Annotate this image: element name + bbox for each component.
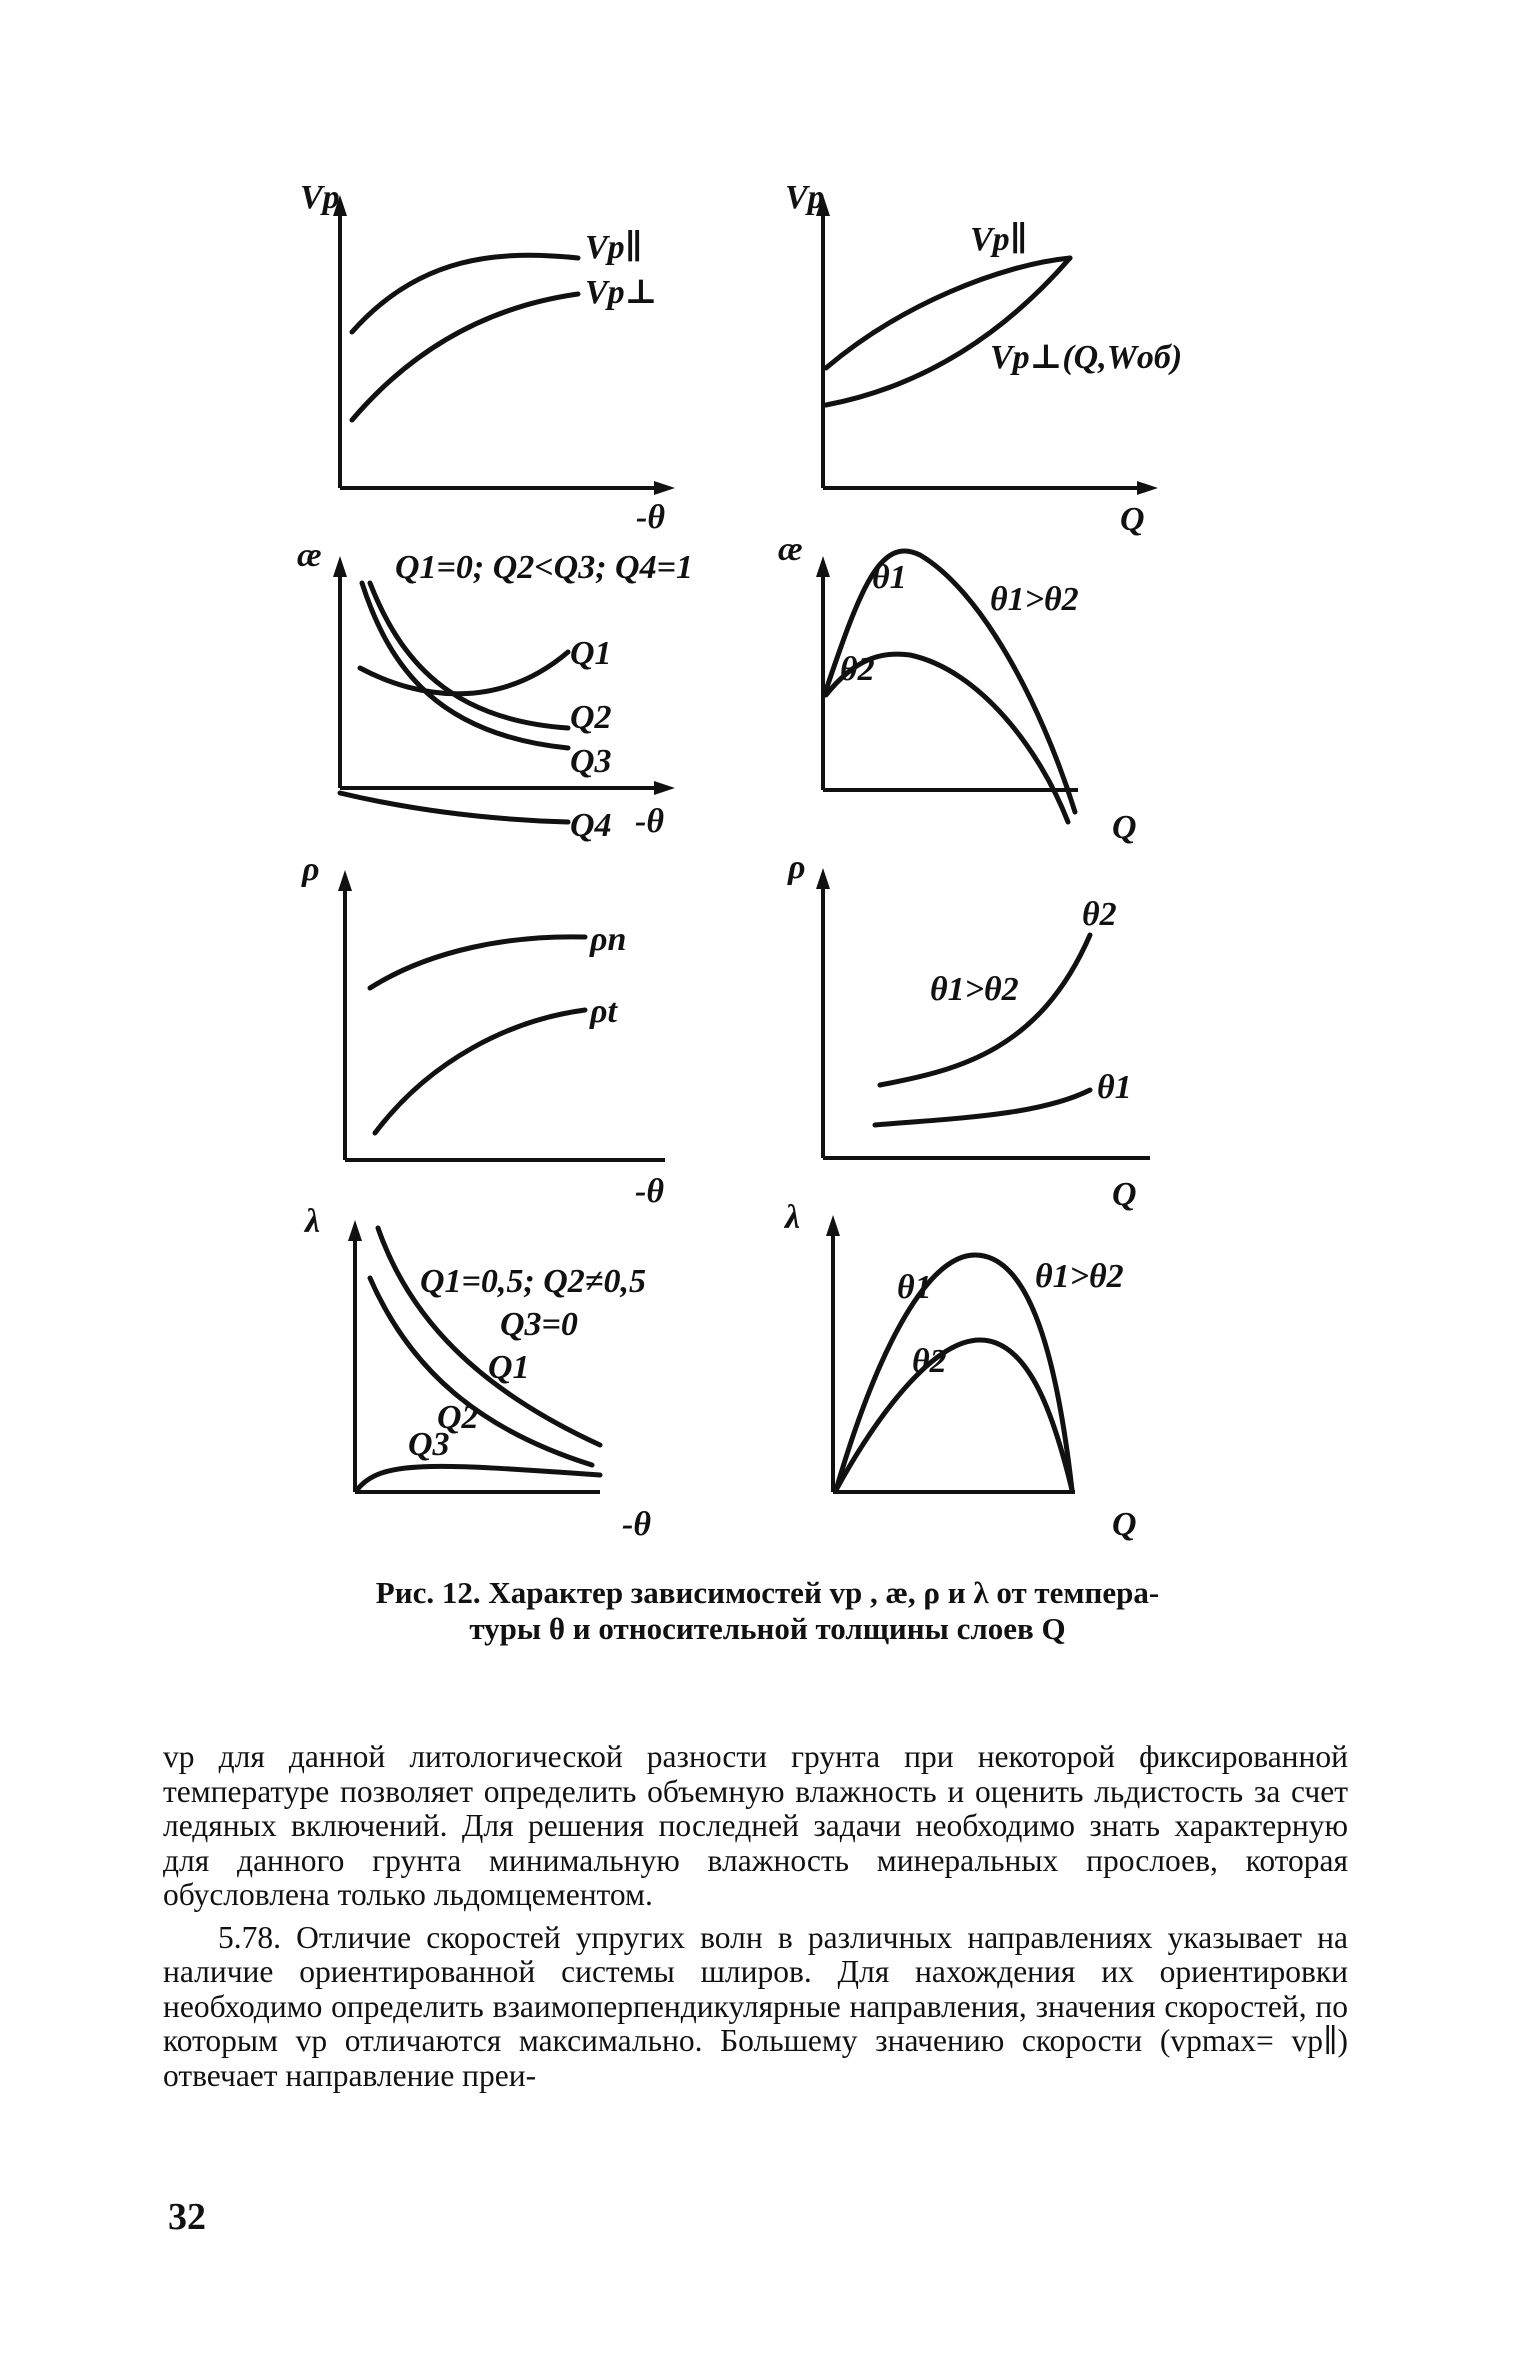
panel-2b (778, 531, 1137, 846)
ylabel-2b: æ (778, 531, 803, 568)
curve-label: Vp∥ (970, 221, 1028, 258)
panel-4a (303, 1203, 651, 1543)
curve-label: Q2 (437, 1399, 479, 1436)
ylabel-4a: λ (305, 1203, 321, 1240)
page-number: 32 (168, 2196, 206, 2238)
curve-q4 (340, 793, 568, 822)
curve-label: θ2 (1082, 896, 1117, 933)
paragraph: 5.78. Отличие скоростей упругих волн в различных направлениях указывает на наличие ориентированной системы шлиров. Для нахождения их ориентировки необходимо определить взаимоперпендикулярные направления, значения скоростей, по которым vp отличаются максимально. Большему значению скорости (vpmax= vp∥) отвечает направление преи- (163, 1919, 1348, 2093)
curve-label: θ1 (1097, 1069, 1132, 1106)
curve-q1 (360, 652, 568, 694)
curve-note: θ1>θ2 (1035, 1258, 1124, 1295)
curve-label: Q4 (570, 807, 612, 844)
curve-label: Q1 (488, 1349, 530, 1386)
curve-label: Q3 (570, 743, 612, 780)
curve-theta1 (875, 1090, 1090, 1125)
curve-note: Q1=0; Q2<Q3; Q4=1 (395, 549, 693, 586)
curve-note: Q1=0,5; Q2≠0,5 (420, 1263, 646, 1300)
curve-label: ρп (590, 921, 627, 958)
curve-q2 (370, 583, 568, 728)
xlabel-1a: -θ (636, 499, 665, 536)
xlabel-3a: -θ (635, 1173, 664, 1210)
curve-label: Vp⊥ (585, 274, 658, 311)
ylabel-4b: λ (785, 1199, 801, 1236)
curve-note: θ1>θ2 (930, 971, 1019, 1008)
body-text (163, 1740, 1348, 2093)
curve-note: Q3=0 (500, 1306, 578, 1343)
curve-theta2 (880, 935, 1090, 1085)
curve-rho-t (375, 1010, 585, 1133)
xlabel-4b: Q (1112, 1506, 1137, 1543)
curve-label: θ1 (872, 559, 907, 596)
curve-vp-perpendicular (352, 294, 578, 420)
xlabel-2a: -θ (635, 803, 664, 840)
panel-1a (300, 179, 675, 536)
curve-q3 (357, 1466, 600, 1490)
panel-3b (787, 849, 1150, 1213)
ylabel-3b: ρ (788, 849, 806, 886)
curve-label: ρt (590, 993, 617, 1030)
curve-theta2 (836, 1340, 1072, 1490)
curve-vp-perpendicular (826, 258, 1070, 405)
curve-label: Vp⊥(Q,Wоб) (990, 339, 1183, 376)
curve-vp-parallel (352, 255, 578, 332)
xlabel-4a: -θ (622, 1506, 651, 1543)
curve-label: Q1 (570, 635, 612, 672)
xlabel-2b: Q (1112, 809, 1137, 846)
xlabel-1b: Q (1120, 501, 1145, 538)
caption-line-1: Рис. 12. Характер зависимостей vp , æ, ρ и λ от темпера- (375, 1575, 1160, 1610)
figure-caption (300, 1575, 1235, 1647)
panel-1b (785, 179, 1182, 538)
ylabel-1a: Vp (300, 179, 340, 216)
ylabel-2a: æ (297, 537, 322, 574)
curve-label: θ2 (840, 651, 875, 688)
curve-label: θ2 (912, 1343, 947, 1380)
curve-label: θ1 (897, 1269, 932, 1306)
caption-line-2: туры θ и относительной толщины слоев Q (469, 1611, 1066, 1646)
curve-label: Q2 (570, 699, 612, 736)
panel-2a (297, 537, 693, 844)
curve-rho-n (370, 937, 585, 988)
ylabel-3a: ρ (302, 851, 320, 888)
curve-label: Vp∥ (585, 229, 643, 266)
curve-label: Q3 (408, 1426, 450, 1463)
xlabel-3b: Q (1112, 1176, 1137, 1213)
panel-3a (301, 851, 665, 1210)
curve-note: θ1>θ2 (990, 581, 1079, 618)
panel-4b (783, 1199, 1137, 1543)
ylabel-1b: Vp (785, 179, 825, 216)
paragraph: vp для данной литологической разности грунта при некоторой фиксированной температуре позволяет определить объемную влажность и оценить льдистость за счет ледяных включений. Для решения последней задачи необходимо знать характерную для данного грунта минимальную влажность минеральных прослоев, которая обусловлена только льдомцементом. (163, 1739, 1348, 1912)
